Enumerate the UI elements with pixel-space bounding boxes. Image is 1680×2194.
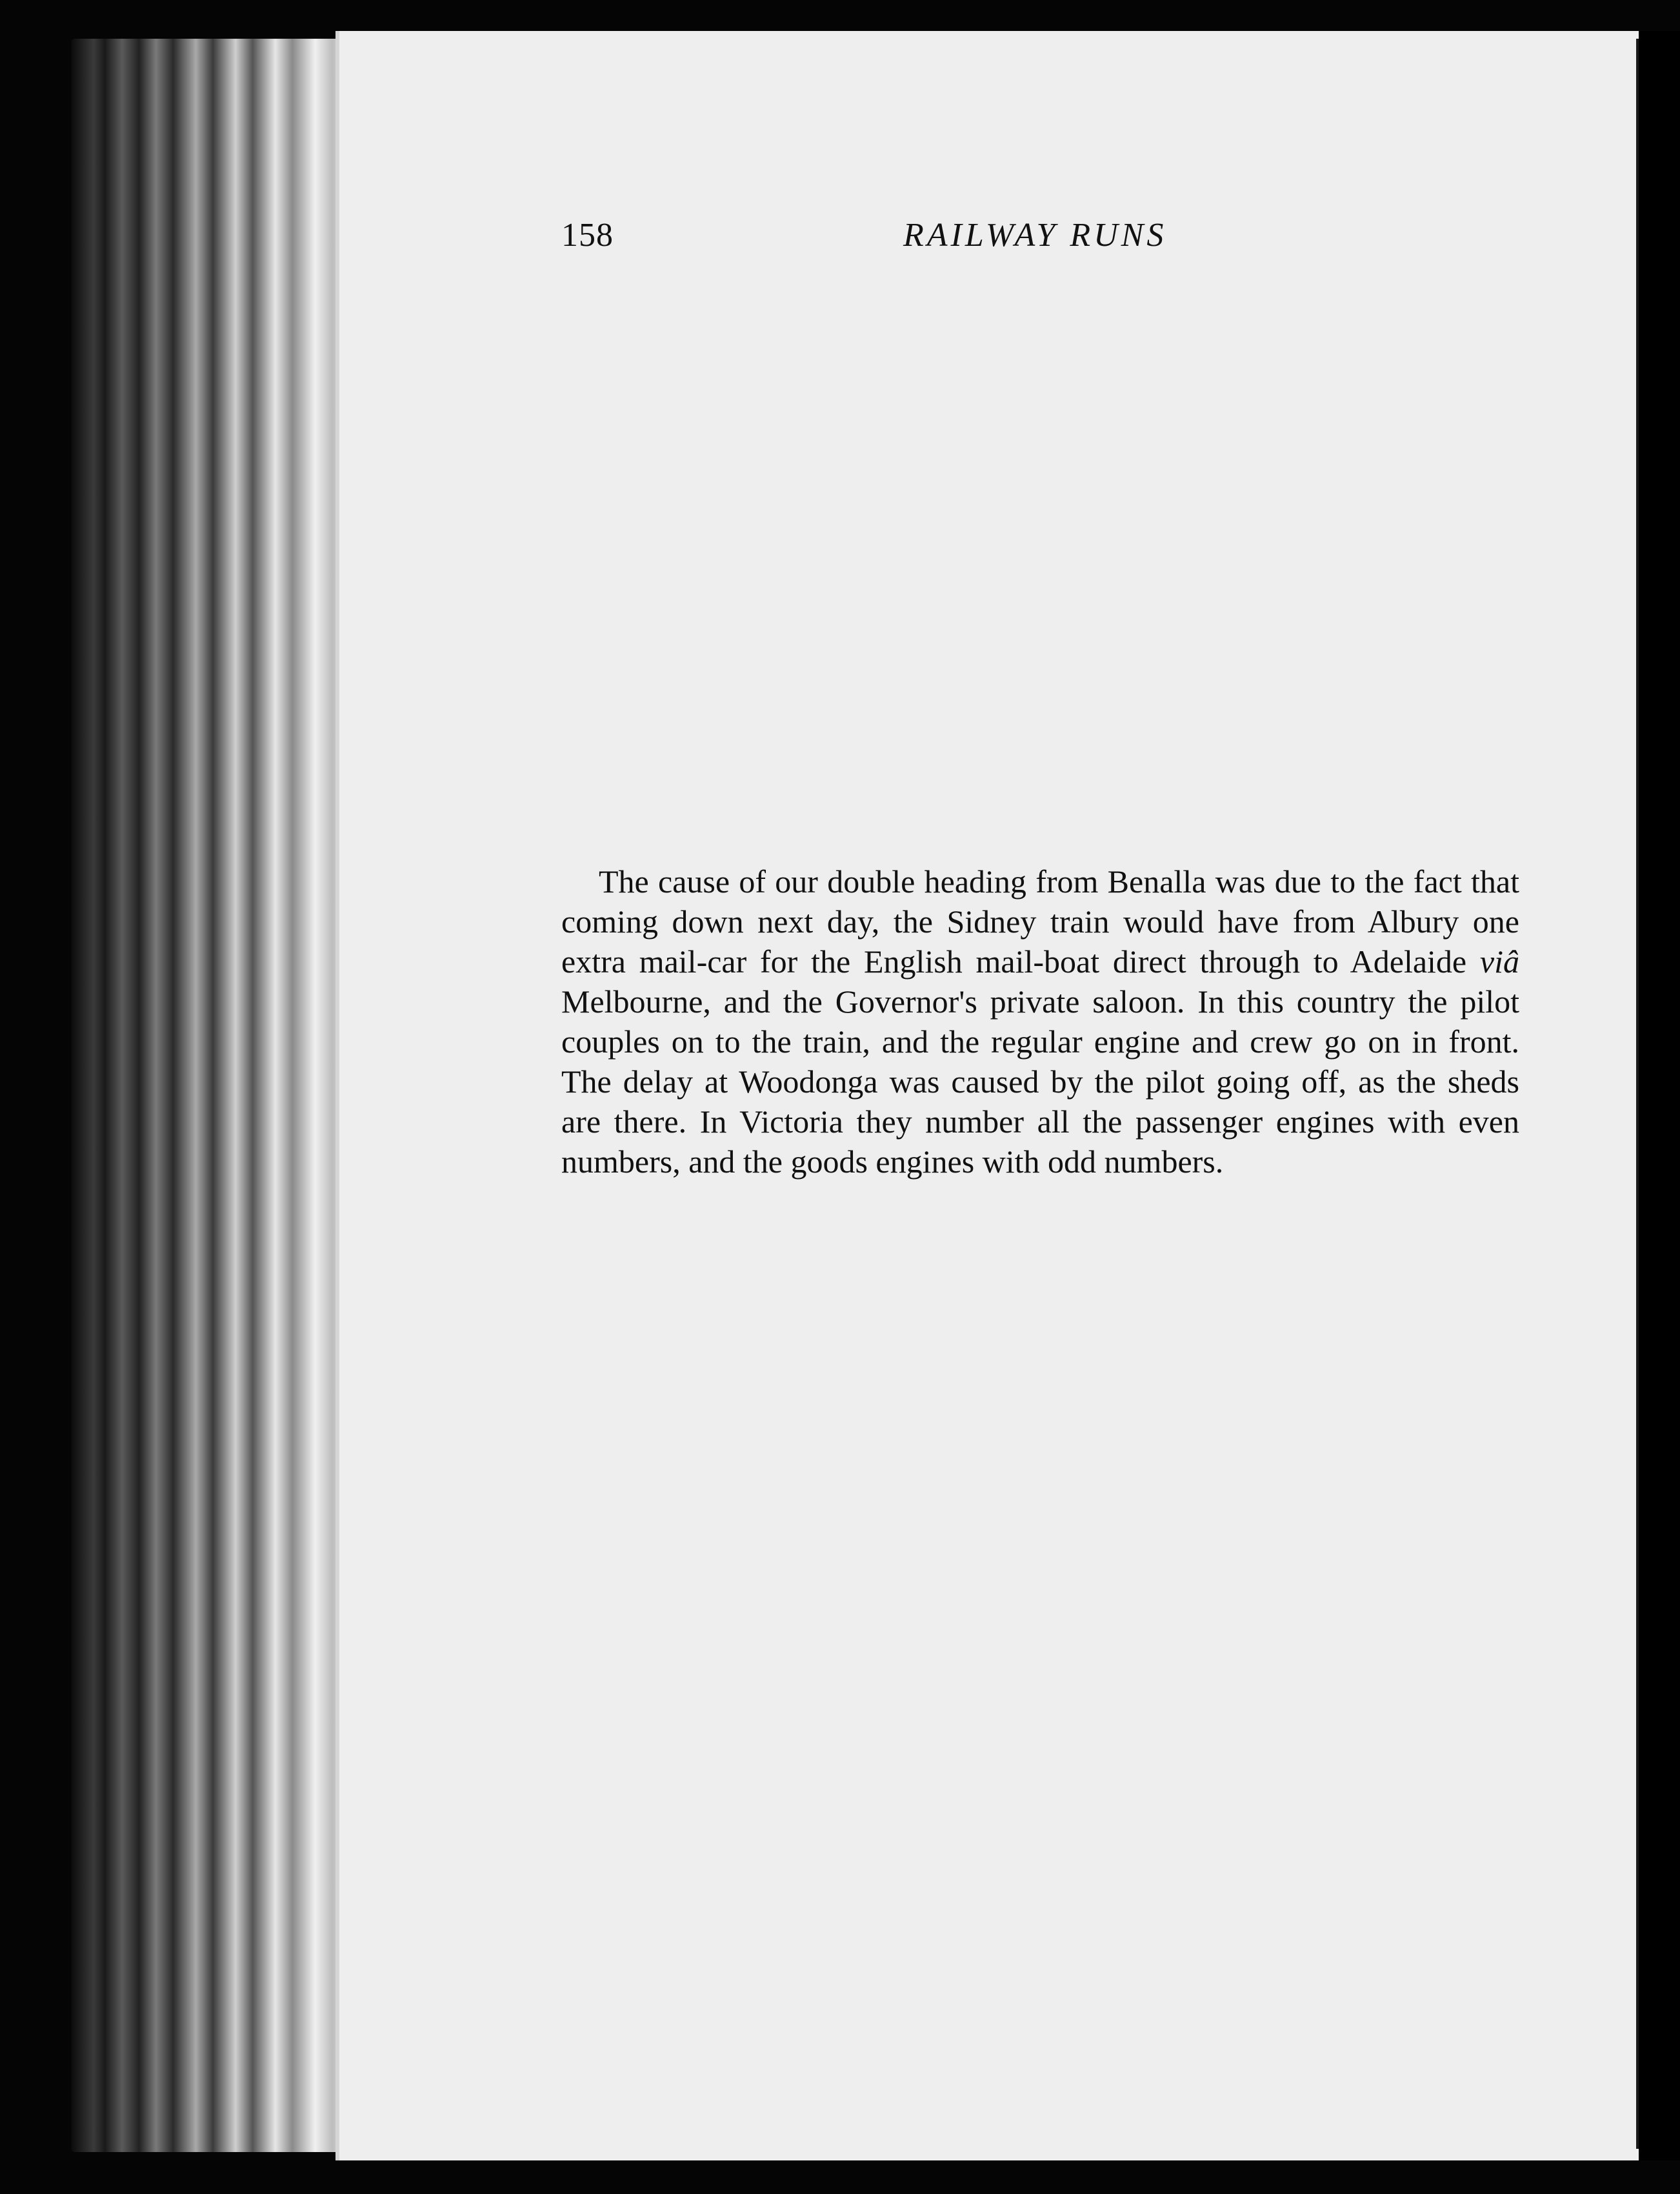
running-title: RAILWAY RUNS <box>903 217 1167 254</box>
paragraph-text-1: The cause of our double heading from Benalla was due to the fact that coming down next day, the Sidney train would have from Albury one extra mail-car for the English mail-boat direct through to Adelaide <box>561 863 1519 980</box>
body-paragraph <box>561 861 1519 1182</box>
page-number: 158 <box>561 217 614 254</box>
paragraph-italic-via: viâ <box>1479 943 1519 980</box>
book-page-edges <box>71 39 355 2152</box>
running-head <box>561 216 1206 268</box>
right-margin-dark <box>1639 31 1680 2160</box>
paragraph-text-2: Melbourne, and the Governor's private saloon. In this country the pilot couples on to the train, and the regular engine and crew go on in front. The delay at Woodonga was caused by the pilot going off, as the sheds are there. In Victoria they number all the passenger engines with even numbers, and the goods engines with odd numbers. <box>561 983 1519 1180</box>
